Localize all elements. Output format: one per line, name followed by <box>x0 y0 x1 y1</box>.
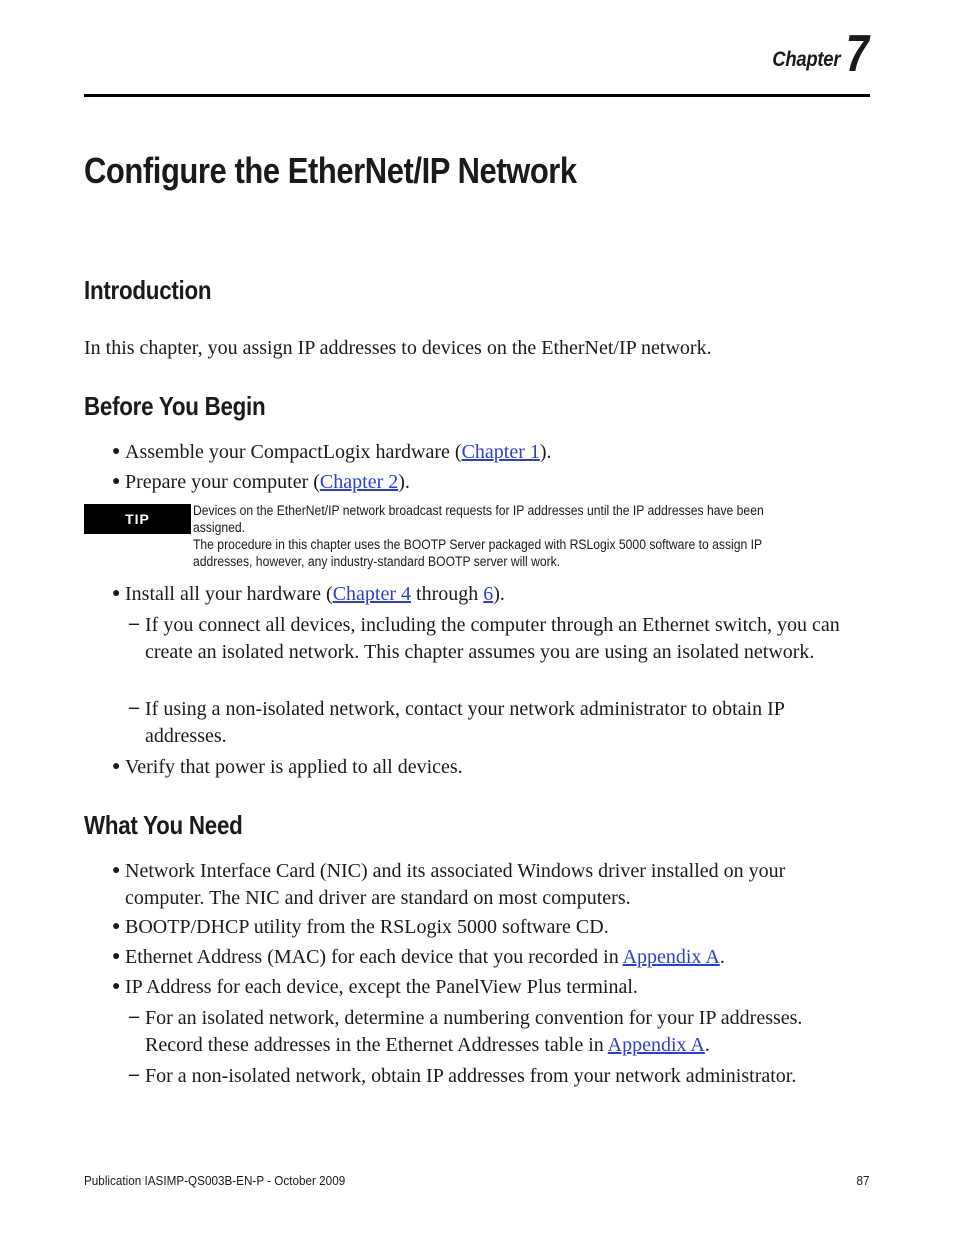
list-item-text: through <box>411 583 484 605</box>
list-item-text: Verify that power is applied to all devices. <box>125 756 463 778</box>
dash: – <box>129 696 139 718</box>
list-item-text: IP Address for each device, except the PanelView Plus terminal. <box>125 976 638 998</box>
chapter-6-link[interactable]: 6 <box>483 583 494 605</box>
sub-item-text-part: For an isolated network, determine a numbering convention for your IP addresses. Record these addresses in the Ethernet Addresses table in <box>145 1007 803 1056</box>
sub-item-text: If using a non-isolated network, contact your network administrator to obtain IP addresses. <box>145 698 785 747</box>
dash: – <box>129 1005 139 1027</box>
bullet: ● <box>112 949 121 964</box>
list-item-text: Install all your hardware ( <box>125 583 333 605</box>
chapter-label: Chapter <box>772 48 840 71</box>
list-item-text: ). <box>539 441 552 463</box>
bullet: ● <box>112 919 121 934</box>
tip-text-1: Devices on the EtherNet/IP network broadcast requests for IP addresses until the IP addresses have been assigned. <box>193 503 764 535</box>
footer-page-number: 87 <box>855 1173 869 1188</box>
bullet: ● <box>112 586 121 601</box>
bullet: ● <box>112 474 121 489</box>
bullet: ● <box>112 863 121 878</box>
list-item-text: ). <box>493 583 505 605</box>
appendix-a-link[interactable]: Appendix A <box>607 1033 705 1056</box>
list-item-text: . <box>719 946 725 968</box>
chapter-2-link[interactable]: Chapter 2 <box>319 471 399 493</box>
list-item-text: Ethernet Address (MAC) for each device that you recorded in <box>125 946 623 968</box>
bullet: ● <box>112 979 121 994</box>
sub-item-text-part: . <box>704 1033 710 1056</box>
footer-publication: Publication IASIMP-QS003B-EN-P - October 2009 <box>84 1173 346 1188</box>
chapter-4-link[interactable]: Chapter 4 <box>332 583 412 605</box>
bullet: ● <box>112 759 121 774</box>
list-item-text: ). <box>398 471 410 493</box>
list-item-text: Prepare your computer ( <box>125 471 320 493</box>
sub-item-text <box>145 1005 855 1058</box>
introduction-heading: Introduction <box>84 275 212 305</box>
appendix-a-link[interactable]: Appendix A <box>622 946 720 968</box>
chapter-rule <box>84 94 870 97</box>
introduction-text: In this chapter, you assign IP addresses to devices on the EtherNet/IP network. <box>84 337 712 359</box>
list-item-text: Assemble your CompactLogix hardware ( <box>125 441 462 463</box>
chapter-1-link[interactable]: Chapter 1 <box>461 441 540 463</box>
chapter-number: 7 <box>845 25 869 83</box>
dash: – <box>129 1063 139 1085</box>
tip-label: TIP <box>84 504 191 534</box>
bullet: ● <box>112 444 121 459</box>
page-title: Configure the EtherNet/IP Network <box>84 150 577 191</box>
list-item-text: Network Interface Card (NIC) and its associated Windows driver installed on your computer. The NIC and driver are standard on most computers. <box>125 860 786 909</box>
list-item-text: BOOTP/DHCP utility from the RSLogix 5000 software CD. <box>125 916 609 938</box>
tip-text-2: The procedure in this chapter uses the BOOTP Server packaged with RSLogix 5000 software to assign IP addresses, however, any industry-standard BOOTP server will work. <box>193 537 762 569</box>
before-you-begin-heading: Before You Begin <box>84 391 266 421</box>
dash: – <box>129 612 139 634</box>
what-you-need-heading: What You Need <box>84 810 243 840</box>
sub-item-text: For a non-isolated network, obtain IP addresses from your network administrator. <box>145 1065 797 1087</box>
sub-item-text: If you connect all devices, including the computer through an Ethernet switch, you can create an isolated network. This chapter assumes you are using an isolated network. <box>145 614 840 663</box>
